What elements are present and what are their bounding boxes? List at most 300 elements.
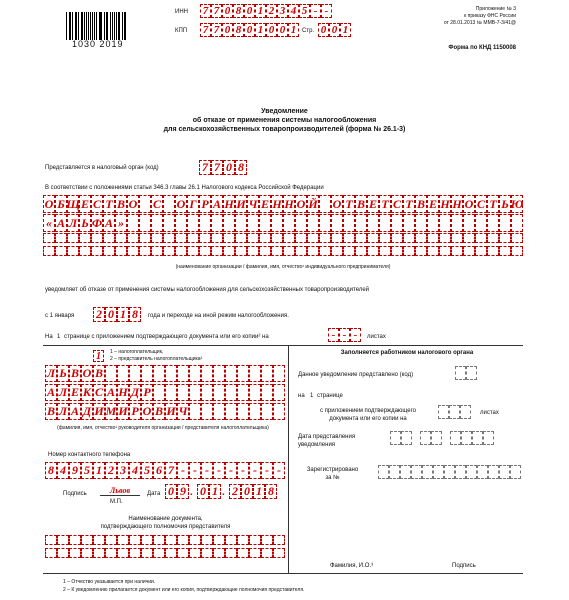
form-cell: Ь [79,214,91,232]
form-cell [223,214,235,232]
form-cell: Н [439,195,451,213]
form-cell [225,548,237,558]
date-separator-2: . [222,487,225,498]
org-name-row-2 [43,214,523,232]
form-cell [343,214,355,232]
form-cell [153,535,165,545]
form-cell [189,365,201,382]
form-cell [153,548,165,558]
form-cell [271,233,283,243]
form-cell [199,246,211,256]
form-cell [451,214,463,232]
form-cell [129,365,141,382]
form-cell [201,365,213,382]
form-cell: В [46,404,55,418]
form-cell [463,233,475,243]
form-cell [165,548,177,558]
form-cell [165,384,177,401]
patronymic-row [45,403,285,420]
form-cell [187,233,199,243]
form-cell: А [55,214,67,232]
form-cell [177,535,189,545]
form-cell [415,214,427,232]
form-cell [439,214,451,232]
form-cell: О [82,366,92,380]
form-cell [295,214,307,232]
form-cell [57,535,69,545]
form-cell [153,365,165,382]
form-cell [189,548,201,558]
form-cell [343,233,355,243]
form-cell: 3 [277,4,288,18]
page-cells [318,23,351,37]
form-cell: 1 [93,462,105,479]
form-cell [103,246,115,256]
pages-count: 1 [57,334,61,340]
form-cell [235,233,247,243]
year-cells [93,307,141,322]
form-cell: - [339,328,350,342]
form-cell: О [142,404,152,418]
form-cell: 2 [229,484,241,499]
form-cell [55,233,67,243]
org-name-row-3 [43,233,523,243]
form-cell: 0 [244,4,255,18]
attach-cells [438,405,471,419]
barcode-bar [125,12,126,40]
footnote-1: 1 – Отчество указывается при наличии. [63,579,156,585]
pages-prefix: На [45,334,53,340]
form-cell [213,403,225,420]
form-cell [165,535,177,545]
form-cell [211,233,223,243]
form-cell [91,246,103,256]
form-cell: 7 [165,462,177,479]
form-cell: Б [55,195,67,213]
form-cell [189,535,201,545]
title-line-3: для сельскохозяйственных товаропроизводителей (форма № 26.1-3) [163,126,406,133]
form-cell: 8 [129,307,141,322]
form-cell [499,465,510,479]
form-cell [225,403,237,420]
form-cell [117,535,129,545]
form-cell: 1 [93,350,104,362]
form-cell [127,214,139,232]
form-cell: 9 [69,462,81,479]
form-cell [79,246,91,256]
form-cell [439,246,451,256]
form-cell [273,548,285,558]
form-cell [488,465,499,479]
form-cell: 9 [177,484,189,499]
form-cell [225,384,237,401]
form-cell [153,384,165,401]
fio-caption: (фамилия, имя, отчество¹ руководителя организации / представителя налогоплательщика) [57,425,269,431]
form-cell [141,365,153,382]
barcode-number: 1030 2019 [72,39,124,49]
form-cell [449,405,460,419]
form-cell [237,535,249,545]
form-cell [295,246,307,256]
form-cell: А [103,214,115,232]
form-cell [420,431,431,445]
form-cell [343,246,355,256]
barcode-bar [86,12,87,40]
form-cell: 8 [235,160,247,175]
tax-authority-cells [199,160,247,175]
form-cell [199,214,211,232]
form-cell [511,233,523,243]
appendix-line-3: от 28.01.2013 № ММВ-7-3/41@ [443,20,516,26]
page-word: странице [317,393,343,399]
form-cell [105,535,117,545]
form-cell: Е [70,385,79,399]
form-cell: С [91,195,103,213]
form-cell [331,246,343,256]
form-cell: - [321,4,332,18]
section-divider-bottom [43,573,523,574]
form-cell [355,214,367,232]
form-cell [511,246,523,256]
form-cell: С [151,195,163,213]
registered-label-line-1: Зарегистрировано [306,467,359,473]
form-cell [139,246,151,256]
form-cell: Р [199,195,211,213]
form-cell: Е [79,195,91,213]
presented-date-day [390,431,412,445]
form-cell: Т [403,195,415,213]
form-cell: Е [427,195,439,213]
form-cell [472,431,483,445]
form-cell [163,195,175,213]
form-cell [463,246,475,256]
form-cell: Т [487,195,499,213]
form-cell: - [273,462,285,479]
form-cell: Н [118,385,128,399]
form-cell: Л [58,385,68,399]
form-cell: О [127,195,139,213]
form-cell [249,548,261,558]
from-label: с 1 января [45,313,75,319]
form-cell [115,246,127,256]
signer-option-2: 2 – представитель налогоплательщика² [110,356,203,362]
form-cell [511,214,523,232]
form-cell: - [237,462,249,479]
form-cell [475,246,487,256]
form-cell: 4 [57,462,69,479]
year-suffix: года и переходе на иной режим налогообложения. [148,313,289,319]
form-cell [367,233,379,243]
form-cell: - [213,462,225,479]
form-cell [163,214,175,232]
form-cell: 0 [165,484,177,499]
kpp-label: КПП [175,28,188,34]
pages-suffix: листах [367,334,386,340]
form-cell [261,365,273,382]
form-cell [487,214,499,232]
form-cell [451,233,463,243]
form-cell: 1 [288,23,299,37]
form-cell [273,403,285,420]
pages-cells [328,328,361,342]
form-cell [91,233,103,243]
form-cell: А [46,385,55,399]
form-cell: Н [283,195,295,213]
form-cell: В [70,366,79,380]
form-cell [175,246,187,256]
form-cell: А [106,385,115,399]
form-cell: 0 [244,23,255,37]
form-cell [403,214,415,232]
form-cell: 4 [129,462,141,479]
form-cell [247,233,259,243]
signature-label: Подпись [63,491,87,497]
form-cell [367,246,379,256]
org-name-row-1 [43,195,523,213]
form-cell [141,535,153,545]
form-cell [283,233,295,243]
form-cell: 1 [340,23,351,37]
form-cell [261,403,273,420]
form-cell: А [211,195,223,213]
form-cell: 7 [211,160,223,175]
form-cell [477,465,488,479]
form-cell [67,246,79,256]
form-cell [415,233,427,243]
presented-date-year [450,431,494,445]
form-cell [139,214,151,232]
form-cell [249,535,261,545]
date-day-cells [165,484,189,499]
form-cell: С [391,195,403,213]
form-cell [55,246,67,256]
form-cell [69,535,81,545]
form-cell [223,233,235,243]
doc-row-1 [45,535,285,545]
barcode-bar [107,12,108,40]
form-cell [201,535,213,545]
form-cell: Ч [178,404,188,418]
form-cell [439,233,451,243]
form-cell: 1 [255,4,266,18]
form-cell [163,233,175,243]
form-cell [213,365,225,382]
form-cell [319,233,331,243]
form-cell [175,233,187,243]
title-line-1: Уведомление [261,108,308,115]
form-cell: 2 [105,462,117,479]
form-cell: 8 [45,462,57,479]
form-cell: - [310,4,321,18]
form-cell: - [201,462,213,479]
date-year-cells [229,484,277,499]
form-cell: Т [103,195,115,213]
form-cell [139,195,151,213]
form-cell [69,548,81,558]
form-cell [271,214,283,232]
form-cell: В [415,195,427,213]
form-cell: В [355,195,367,213]
form-cell [487,233,499,243]
form-cell [45,535,57,545]
form-cell [389,465,400,479]
form-cell [129,535,141,545]
form-cell: - [328,328,339,342]
doc-label-line-1: Наименование документа, [128,516,203,522]
form-cell [237,548,249,558]
form-cell [466,465,477,479]
form-cell [117,548,129,558]
barcode-bar [116,12,117,40]
form-cell: Н [271,195,283,213]
form-cell [211,214,223,232]
form-cell [45,548,57,558]
form-cell: Р [129,403,141,420]
form-cell: Р [141,384,153,401]
form-cell [81,535,93,545]
form-cell [247,246,259,256]
law-reference: В соответствии с положениями статьи 346.3 главы 26.1 Налогового кодекса Российской Федерации [45,185,324,191]
form-cell: 0 [277,23,288,37]
form-cell [295,233,307,243]
form-cell: - [189,462,201,479]
kpp-cells [200,23,299,37]
form-cell: Л [58,404,68,418]
form-cell: 0 [329,23,340,37]
doc-label-line-2: подтверждающего полномочия представителя [100,524,231,530]
form-code: Форма по КНД 1150008 [448,45,516,51]
form-cell [249,365,261,382]
form-cell [427,233,439,243]
form-cell [391,214,403,232]
form-cell: 6 [153,462,165,479]
form-cell [460,405,471,419]
appendix-line-1: Приложение № 3 [475,6,516,12]
date-presented-line-1: Дата представления [298,434,356,440]
form-cell: О [175,195,187,213]
mp-label: М.П. [110,499,123,505]
attach-label-line-2: документа или его копии на [329,416,407,422]
barcode-bar [122,12,123,40]
form-cell: М [105,404,117,418]
form-cell [451,246,463,256]
form-cell [510,465,521,479]
form-cell [247,214,259,232]
form-cell: 0 [222,4,233,18]
form-cell [319,195,331,213]
barcode-bar [92,12,93,40]
form-cell: С [94,385,103,399]
form-cell [213,548,225,558]
form-cell [105,548,117,558]
form-cell [103,233,115,243]
sign-label: Подпись [452,563,476,569]
form-cell: Г [187,195,199,213]
registered-label-line-2: за № [325,475,340,481]
form-cell [271,246,283,256]
form-cell: 0 [223,160,235,175]
form-cell [403,233,415,243]
form-cell [151,233,163,243]
form-cell [433,465,444,479]
form-cell [211,246,223,256]
form-cell [189,403,201,420]
form-cell: 0 [105,307,117,322]
name-row [45,384,285,401]
form-cell [141,548,153,558]
form-cell [411,465,422,479]
date-separator-1: . [190,487,193,498]
form-cell [223,246,235,256]
form-cell: 0 [266,23,277,37]
section-divider-top [43,345,523,346]
form-cell [499,233,511,243]
pages-middle: странице с приложением подтверждающего документа или его копии² на [64,334,269,340]
form-cell [259,246,271,256]
form-cell: Н [451,195,463,213]
barcode [66,8,128,40]
form-cell [129,548,141,558]
form-cell [355,246,367,256]
form-cell [261,535,273,545]
form-cell: 1 [209,484,221,499]
appendix-line-2: к приказу ФНС России [464,13,516,19]
form-cell [177,548,189,558]
form-cell [379,233,391,243]
form-cell: 0 [197,484,209,499]
form-cell: Л [46,366,56,380]
form-cell: Т [379,195,391,213]
form-cell [355,233,367,243]
form-cell: А [70,404,79,418]
tax-authority-label: Представляется в налоговый орган (код) [45,165,159,171]
form-cell: Е [259,195,271,213]
form-cell: 0 [222,23,233,37]
form-cell [67,233,79,243]
presented-code-cells [455,366,477,380]
form-cell [379,214,391,232]
form-cell [79,233,91,243]
date-month-cells [197,484,221,499]
phone-cells [45,462,285,479]
form-cell: 1 [117,307,129,322]
form-cell [283,246,295,256]
form-cell [187,214,199,232]
form-cell: К [82,385,92,399]
form-cell [475,233,487,243]
form-cell: Д [82,404,92,418]
inn-label: ИНН [175,9,188,15]
form-cell [261,384,273,401]
form-cell: - [261,462,273,479]
form-cell [283,214,295,232]
form-cell [427,214,439,232]
form-cell [127,246,139,256]
form-cell [307,246,319,256]
barcode-bar [96,12,97,40]
form-cell [249,403,261,420]
form-cell [319,214,331,232]
barcode-bar [72,12,73,40]
form-cell [213,535,225,545]
right-heading: Заполняется работником налогового органа [340,350,474,356]
form-cell [199,233,211,243]
form-cell [43,246,55,256]
form-cell: И [118,404,128,418]
surname-row [45,365,285,382]
form-cell: О [295,195,307,213]
form-cell [390,431,401,445]
